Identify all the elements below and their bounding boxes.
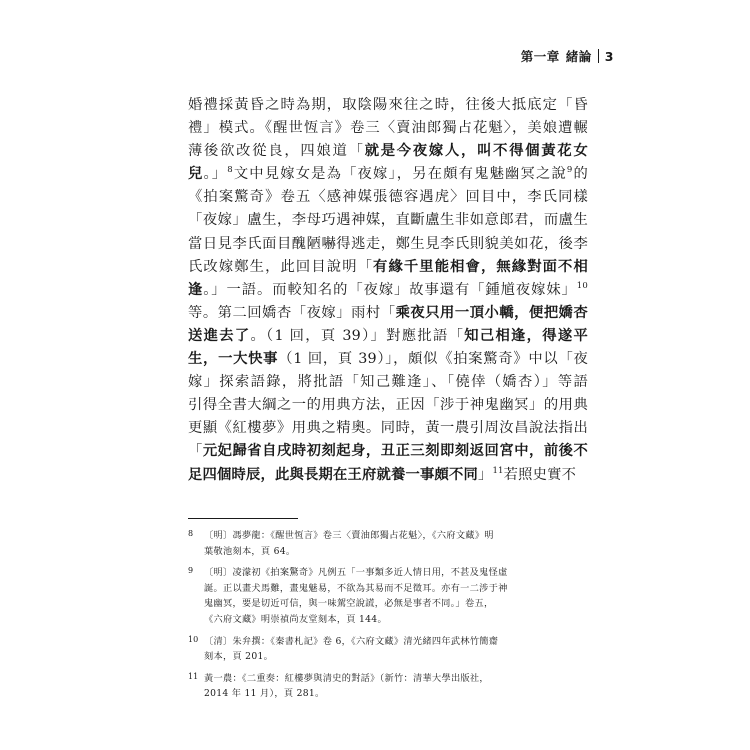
body-line: [188, 440, 588, 463]
quoted-text: 逢: [188, 281, 204, 298]
body-text-run: 的: [572, 166, 588, 183]
body-line: [188, 94, 588, 117]
body-text-run: 。（1 回，頁 39）」對應批語「: [250, 327, 465, 344]
body-text-run: 」: [477, 466, 493, 483]
section-title: 緒論: [565, 49, 592, 64]
body-text-run: 等。第二回嬌杏「夜嫁」雨村「: [188, 304, 396, 321]
body-text-run: 「: [188, 443, 203, 460]
quoted-text: 送進去了: [188, 327, 251, 344]
quoted-text: 乘夜只用一頂小轎，便把嬌杏: [395, 304, 588, 321]
footnote-line: 誕。正以畫犬馬難，畫鬼魅易，不欲為其易而不足徵耳。亦有一二涉于神: [204, 582, 508, 594]
footnote-mark: 10: [576, 280, 588, 291]
body-line: [188, 394, 588, 417]
footnote-mark: 11: [492, 465, 504, 476]
footnote-line: 〔明〕馮夢龍：《醒世恆言》卷三〈賣油郎獨占花魁〉，《六府文藏》明: [204, 530, 494, 541]
quoted-text: 有緣千里能相會，無緣對面不相: [373, 258, 588, 275]
quoted-text: 兒: [188, 166, 204, 183]
body-text-run: 更顯《紅樓夢》用典之精奧。同時，黃一農引周汝昌說法指出: [188, 420, 588, 437]
body-line: [188, 348, 588, 371]
body-line: [188, 256, 588, 279]
body-text-run: 。」一語。而較知名的「夜嫁」故事還有「鍾馗夜嫁妹」: [203, 281, 577, 298]
body-text-run: （1 回，頁 39）」，頗似《拍案驚奇》中以「夜: [278, 351, 588, 368]
body-text-run: 氏改嫁鄭生，此回目說明「: [188, 258, 374, 275]
body-text-run: 嫁」探索語錄，將批語「知己難逢」、「僥倖（嬌杏）」等語: [188, 374, 588, 391]
quoted-text: 元妃歸省自戌時初刻起身，丑正三刻即刻返回宮中，前後不: [202, 443, 588, 460]
footnote-mark: 8: [227, 165, 233, 176]
body-line: [188, 140, 588, 163]
body-line: [188, 371, 588, 394]
body-line: [188, 325, 588, 348]
body-text: [188, 94, 588, 487]
quoted-text: 知己相逢，得遂平: [464, 327, 588, 344]
footnote-line: 刻本，頁 201。: [204, 651, 274, 663]
body-text-run: 薄後欲改從良，四娘道「: [188, 143, 365, 160]
footnote-line: 黃一農：《二重奏：紅樓夢與清史的對話》（新竹：清華大學出版社，: [204, 672, 489, 684]
page-number: 3: [604, 48, 614, 64]
footnote-rule: [188, 518, 298, 519]
body-line: [188, 464, 588, 487]
body-text-run: 。」: [203, 166, 228, 183]
body-line: [188, 417, 588, 440]
body-line: [188, 117, 588, 140]
body-line: [188, 163, 588, 186]
body-text-run: 「夜嫁」盧生，李母巧遇神媒，直斷盧生非如意郎君，而盧生: [188, 212, 588, 229]
body-line: [188, 279, 588, 302]
body-text-run: 禮」模式。《醒世恆言》卷三〈賣油郎獨占花魁〉，美娘遭輾: [188, 120, 588, 137]
footnote-line: 〔清〕朱弁撰：《秦書札記》卷 6，《六府文藏》清光緒四年武林竹簡齋: [204, 635, 499, 647]
footnotes: [188, 528, 590, 708]
footnote-number: 11: [188, 671, 199, 681]
footnote-line: 葉敬池刻本，頁 64。: [204, 545, 296, 557]
body-text-run: 《拍案驚奇》卷五〈感神媒張德容遇虎〉回目中，李氏同樣: [188, 189, 588, 206]
footnote-item: [188, 565, 590, 627]
footnote-item: [188, 634, 590, 665]
footnote-line: 鬼幽冥，要是切近可信，與一味駕空說謊，必無是事者不同。」卷五，: [204, 598, 494, 610]
body-text-run: 若照史實不: [503, 466, 577, 483]
footnote-item: [188, 528, 590, 559]
quoted-text: 就是今夜嫁人，叫不得個黃花女: [364, 143, 588, 160]
running-header: [521, 47, 614, 65]
footnote-number: 10: [188, 634, 199, 644]
body-text-run: 當日見李氏面目醜陋嚇得逃走，鄭生見李氏則貌美如花，後李: [188, 235, 588, 252]
footnote-number: 8: [188, 529, 194, 538]
header-divider: [598, 49, 599, 63]
chapter-label: 第一章: [520, 49, 560, 64]
body-text-run: 引得全書大綱之一的用典方法，正因「涉于神鬼幽冥」的用典: [188, 397, 588, 414]
footnote-number: 9: [188, 566, 194, 576]
quoted-text: 生，一大快事: [188, 351, 279, 368]
footnote-line: 《六府文藏》明崇禎尚友堂刻本，頁 144。: [204, 613, 387, 625]
footnote-line: 〔明〕凌濛初《拍案驚奇》凡例五「一事類多近人情日用，不甚及鬼怪虛: [204, 567, 508, 579]
footnote-item: [188, 671, 590, 702]
body-text-run: 文中見嫁女是為「夜嫁」，另在頗有鬼魅幽冥之說: [232, 166, 567, 183]
body-line: [188, 302, 588, 325]
body-line: [188, 186, 588, 209]
quoted-text: 足四個時辰，此與長期在王府就養一事頗不同: [188, 466, 478, 483]
body-line: [188, 209, 588, 232]
footnote-mark: 9: [566, 165, 573, 176]
body-text-run: 婚禮採黃昏之時為期，取陰陽來往之時，往後大抵底定「昏: [188, 97, 588, 113]
footnote-line: 2014 年 11 月），頁 281。: [204, 688, 325, 700]
body-line: [188, 233, 588, 256]
